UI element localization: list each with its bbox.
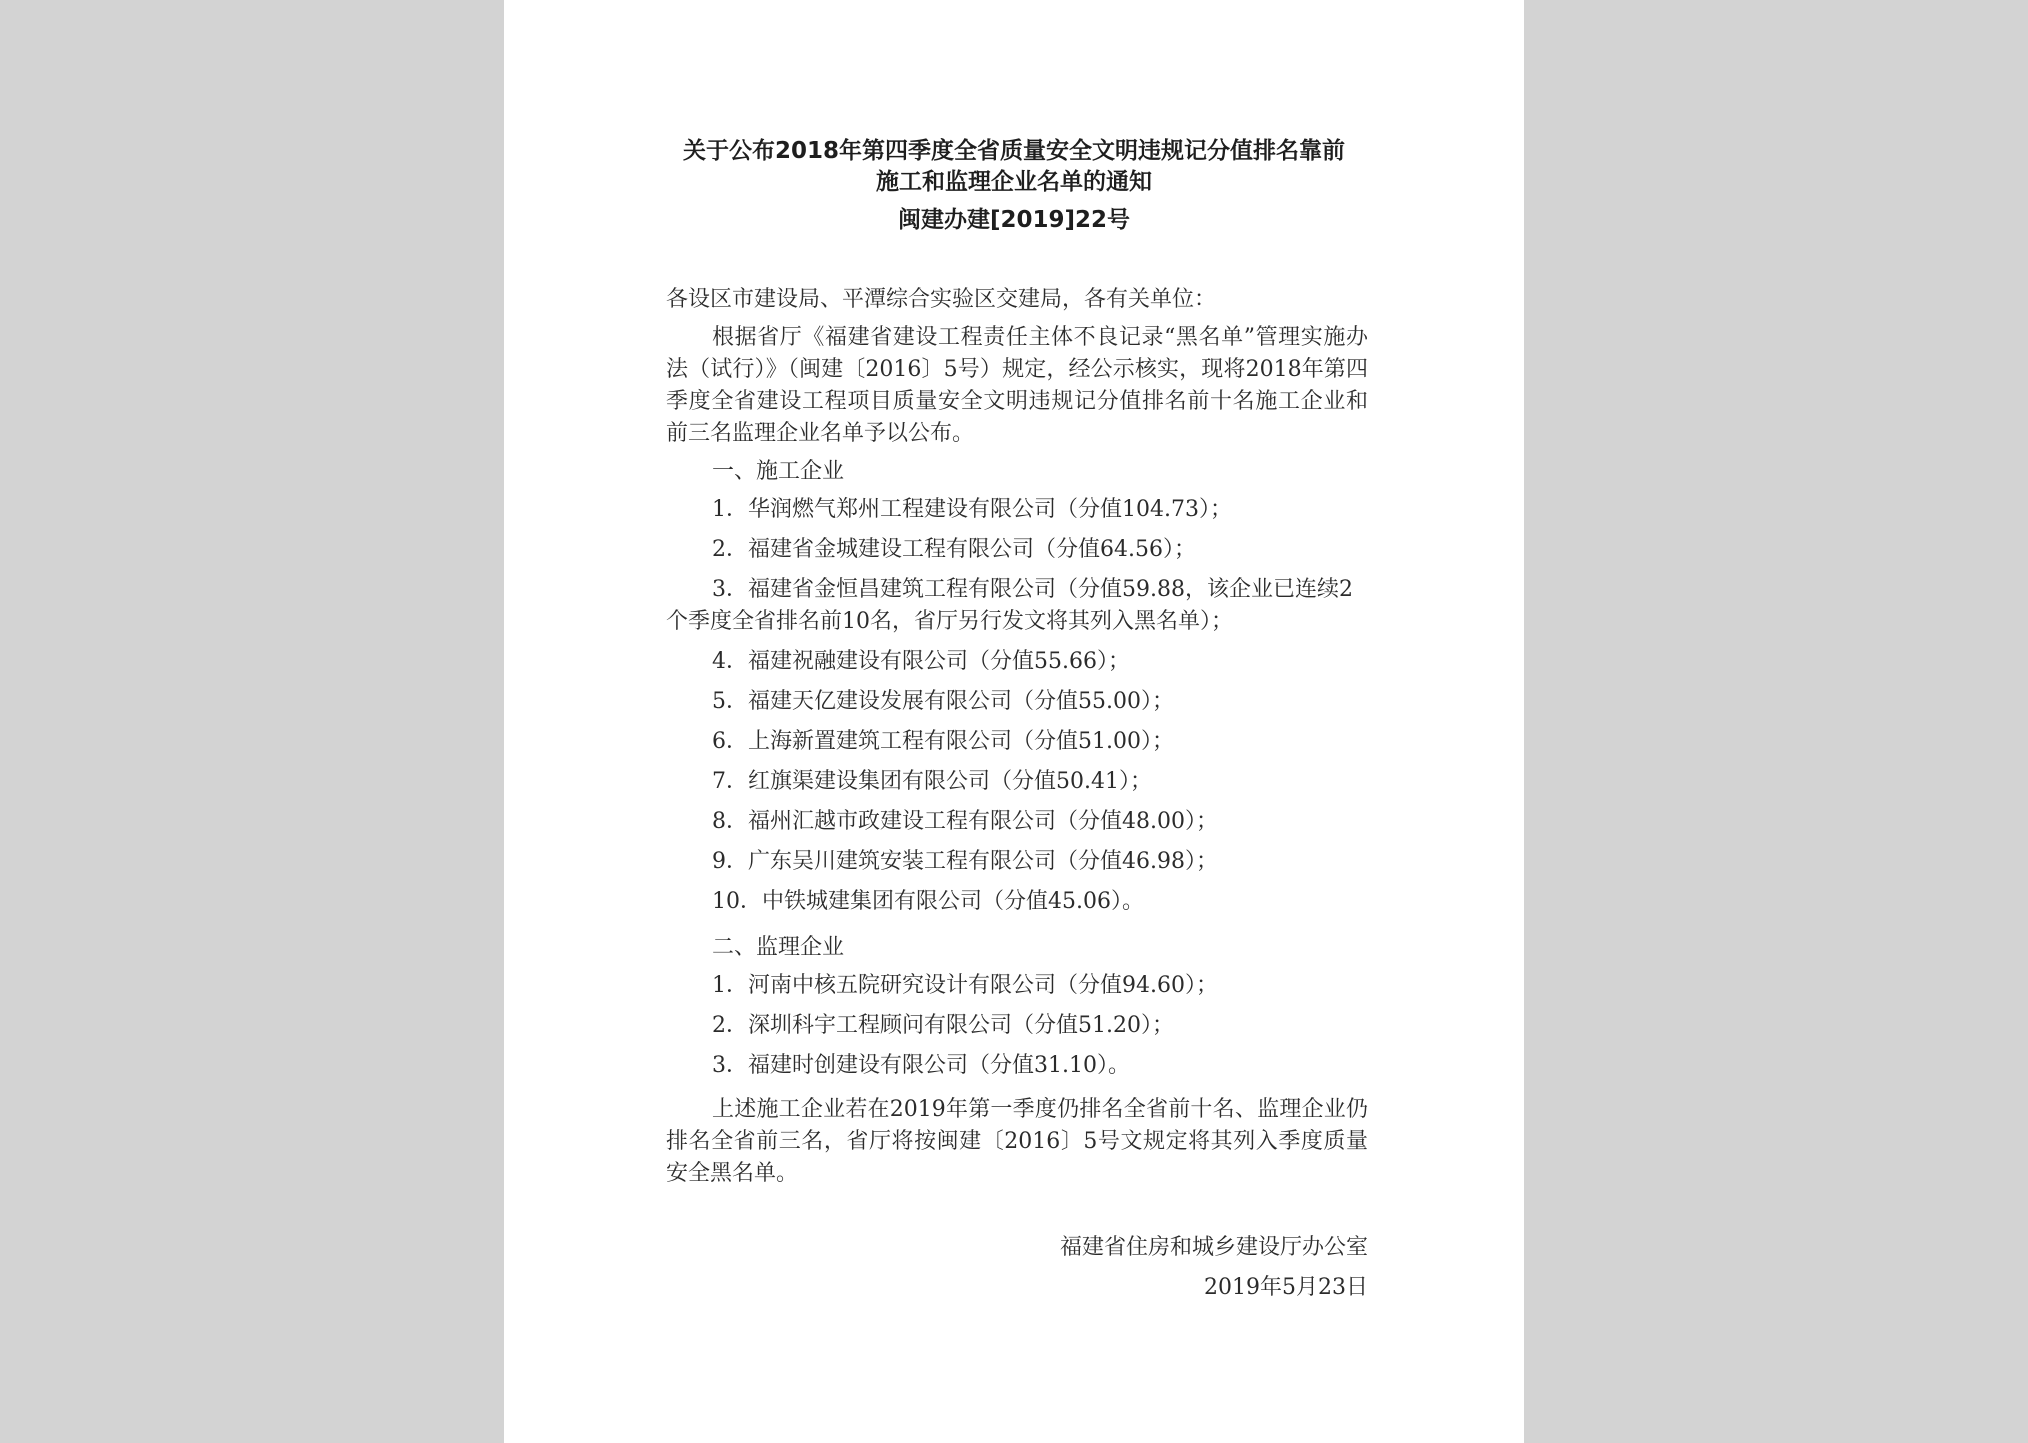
issue-date: 2019年5月23日 (1204, 1275, 1368, 1300)
document-title-line-2: 施工和监理企业名单的通知 (876, 169, 1152, 195)
document-number: 闽建办建[2019]22号 (897, 207, 1131, 233)
document-page (504, 0, 1524, 1443)
supervision-item: 2．深圳科宇工程顾问有限公司（分值51.20）； (712, 1013, 1174, 1038)
document-title-line-1: 关于公布2018年第四季度全省质量安全文明违规记分值排名靠前 (682, 138, 1345, 164)
construction-item: 9．广东吴川建筑安装工程有限公司（分值46.98）； (712, 849, 1218, 874)
construction-item: 3．福建省金恒昌建筑工程有限公司（分值59.88，该企业已连续2个季度全省排名前10名，省厅另行发文将其列入黑名单）； (666, 577, 1353, 634)
construction-item: 4．福建祝融建设有限公司（分值55.66）； (712, 649, 1130, 674)
construction-item: 8．福州汇越市政建设工程有限公司（分值48.00）； (712, 809, 1218, 834)
closing-paragraph: 上述施工企业若在2019年第一季度仍排名全省前十名、监理企业仍排名全省前三名，省厅将按闽建〔2016〕5号文规定将其列入季度质量安全黑名单。 (666, 1097, 1368, 1186)
section-heading-supervision: 二、监理企业 (712, 935, 845, 960)
construction-item: 10．中铁城建集团有限公司（分值45.06）。 (712, 889, 1144, 914)
construction-item: 1．华润燃气郑州工程建设有限公司（分值104.73）； (712, 497, 1232, 522)
construction-item: 2．福建省金城建设工程有限公司（分值64.56）； (712, 537, 1196, 562)
section-heading-construction: 一、施工企业 (712, 459, 845, 484)
construction-item: 7．红旗渠建设集团有限公司（分值50.41）； (712, 769, 1152, 794)
construction-item: 5．福建天亿建设发展有限公司（分值55.00）； (712, 689, 1174, 714)
salutation: 各设区市建设局、平潭综合实验区交建局，各有关单位： (666, 287, 1217, 312)
construction-item: 6．上海新置建筑工程有限公司（分值51.00）； (712, 729, 1174, 754)
supervision-item: 3．福建时创建设有限公司（分值31.10）。 (712, 1053, 1130, 1078)
issuer-signature: 福建省住房和城乡建设厅办公室 (1059, 1235, 1368, 1260)
supervision-item: 1．河南中核五院研究设计有限公司（分值94.60）； (712, 973, 1218, 998)
intro-paragraph: 根据省厅《福建省建设工程责任主体不良记录“黑名单”管理实施办法（试行）》（闽建〔2016〕5号）规定，经公示核实，现将2018年第四季度全省建设工程项目质量安全文明违规记分值排名前十名施工企业和前三名监理企业名单予以公布。 (666, 325, 1368, 446)
document-body (666, 284, 1368, 1190)
